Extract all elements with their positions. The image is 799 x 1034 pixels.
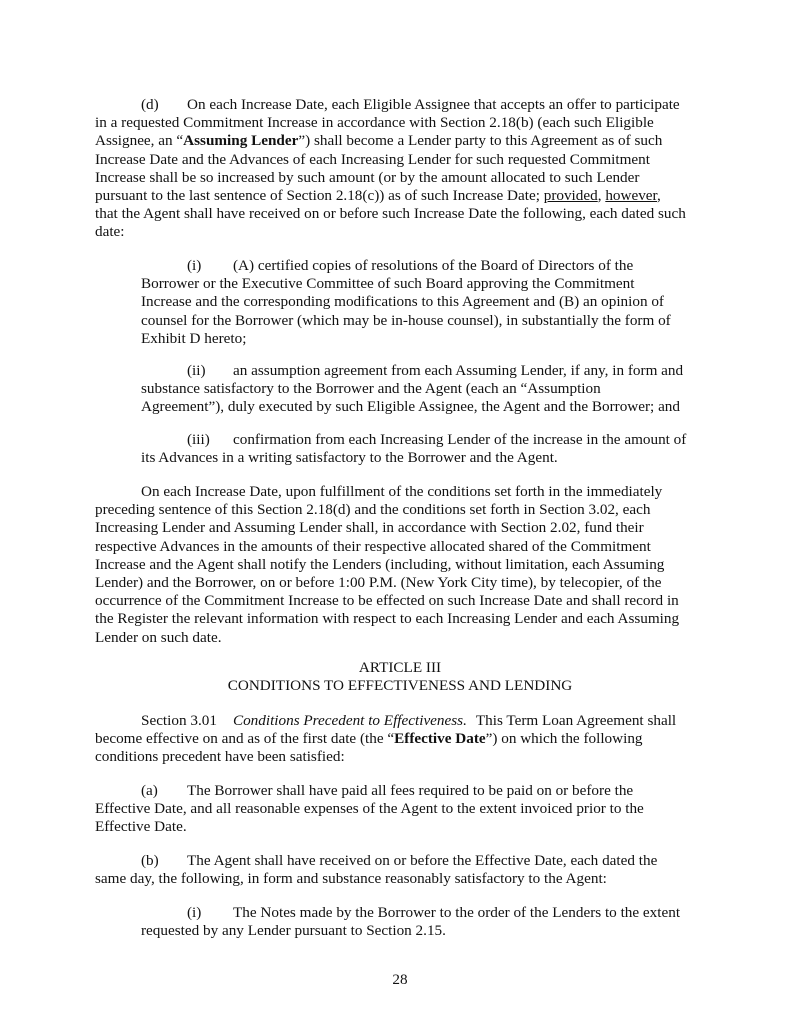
text-line: Borrower or the Executive Committee of such Board approving the Commitment bbox=[141, 275, 635, 293]
text-line: Exhibit D hereto; bbox=[141, 329, 247, 347]
text-line: On each Increase Date, each Eligible Assignee that accepts an offer to participate bbox=[187, 96, 680, 113]
paragraph-increase-date bbox=[95, 483, 679, 647]
item-number: (ii) bbox=[187, 362, 206, 379]
text-line: Agreement”), duly executed by such Eligible Assignee, the Agent and the Borrower; and bbox=[141, 398, 680, 416]
text-line: the Register the relevant information with respect to each Increasing Lender and each Assuming bbox=[95, 610, 680, 628]
text-line: The Notes made by the Borrower to the order of the Lenders to the extent bbox=[233, 904, 681, 921]
text-line: counsel for the Borrower (which may be in-house counsel), in substantially the form of bbox=[141, 311, 671, 329]
text-line: Increase Date and the Advances of each Increasing Lender for such requested Commitment bbox=[95, 150, 650, 168]
text-line: in a requested Commitment Increase in accordance with Section 2.18(b) (each such Eligible bbox=[95, 114, 654, 132]
defined-term: Assuming Lender bbox=[183, 132, 299, 150]
text-line: respective Advances in the amounts of their respective allocated shared of the Commitment bbox=[95, 537, 651, 555]
section-label: Section 3.01 bbox=[141, 712, 217, 729]
item-b bbox=[95, 852, 657, 888]
text-line: The Agent shall have received on or before the Effective Date, each dated the bbox=[187, 852, 658, 869]
text-line: Increasing Lender and Assuming Lender shall, in accordance with Section 2.02, fund their bbox=[95, 519, 644, 537]
text-line: its Advances in a writing satisfactory to the Borrower and the Agent. bbox=[141, 449, 558, 467]
article-heading bbox=[95, 659, 705, 695]
item-number: (i) bbox=[187, 257, 202, 274]
text-line: The Borrower shall have paid all fees required to be paid on or before the bbox=[187, 782, 634, 799]
section-heading: Conditions Precedent to Effectiveness. bbox=[232, 712, 467, 729]
page-number: 28 bbox=[392, 971, 408, 988]
underlined-term: provided bbox=[543, 187, 598, 205]
text-line: occurrence of the Commitment Increase to be effected on such Increase Date and shall record in bbox=[95, 592, 679, 610]
text-line: that the Agent shall have received on or before such Increase Date the following, each dated such bbox=[95, 205, 686, 223]
text-line: This Term Loan Agreement shall bbox=[475, 712, 677, 729]
text-line: (A) certified copies of resolutions of the Board of Directors of the bbox=[233, 257, 634, 274]
text-line: an assumption agreement from each Assuming Lender, if any, in form and bbox=[233, 362, 684, 379]
item-i bbox=[141, 257, 671, 348]
text-line: Assignee, an “Assuming Lender”) shall become a Lender party to this Agreement as of such bbox=[95, 132, 663, 150]
text-line: conditions precedent have been satisfied: bbox=[95, 748, 345, 766]
item-number: (a) bbox=[141, 782, 158, 799]
text-line: Increase shall be so increased by such amount (or by the amount allocated to such Lender bbox=[95, 168, 640, 186]
text-line: Lender on such date. bbox=[95, 628, 222, 646]
item-ii bbox=[141, 362, 683, 417]
text-line: Effective Date, and all reasonable expenses of the Agent to the extent invoiced prior to the bbox=[95, 800, 644, 818]
section-3-01 bbox=[95, 712, 676, 767]
item-number: (i) bbox=[187, 904, 202, 921]
article-number: ARTICLE III bbox=[358, 659, 442, 676]
paragraph-number: (d) bbox=[141, 96, 159, 113]
text-line: Effective Date. bbox=[95, 818, 187, 836]
text-line: Increase and the corresponding modifications to this Agreement and (B) an opinion of bbox=[141, 293, 664, 311]
text-line: Lender) and the Borrower, on or before 1:00 P.M. (New York City time), by telecopier, of the bbox=[95, 574, 662, 592]
text-line: pursuant to the last sentence of Section 2.18(c)) as of such Increase Date; provided, however, bbox=[95, 187, 661, 205]
paragraph-d bbox=[95, 96, 686, 242]
defined-term: Effective Date bbox=[394, 730, 486, 748]
item-b-i bbox=[141, 904, 680, 940]
text-line: Increase and the Agent shall notify the Lenders (including, without limitation, each Assuming bbox=[95, 555, 665, 573]
text-line: become effective on and as of the first date (the “Effective Date”) on which the following bbox=[95, 730, 643, 748]
text-line: substance satisfactory to the Borrower and the Agent (each an “Assumption bbox=[141, 380, 601, 398]
text-line: date: bbox=[95, 223, 125, 241]
text-line: preceding sentence of this Section 2.18(d) and the conditions set forth in Section 3.02, each bbox=[95, 501, 651, 519]
article-title: CONDITIONS TO EFFECTIVENESS AND LENDING bbox=[227, 677, 573, 695]
text-line: same day, the following, in form and substance reasonably satisfactory to the Agent: bbox=[95, 870, 607, 888]
text-line: requested by any Lender pursuant to Section 2.15. bbox=[141, 922, 446, 940]
text-line: confirmation from each Increasing Lender of the increase in the amount of bbox=[233, 431, 687, 448]
item-iii bbox=[141, 431, 686, 467]
item-number: (iii) bbox=[187, 431, 210, 448]
underlined-term: however bbox=[605, 187, 657, 205]
item-number: (b) bbox=[141, 852, 159, 869]
text-line: On each Increase Date, upon fulfillment of the conditions set forth in the immediately bbox=[141, 483, 663, 500]
item-a bbox=[95, 782, 644, 837]
